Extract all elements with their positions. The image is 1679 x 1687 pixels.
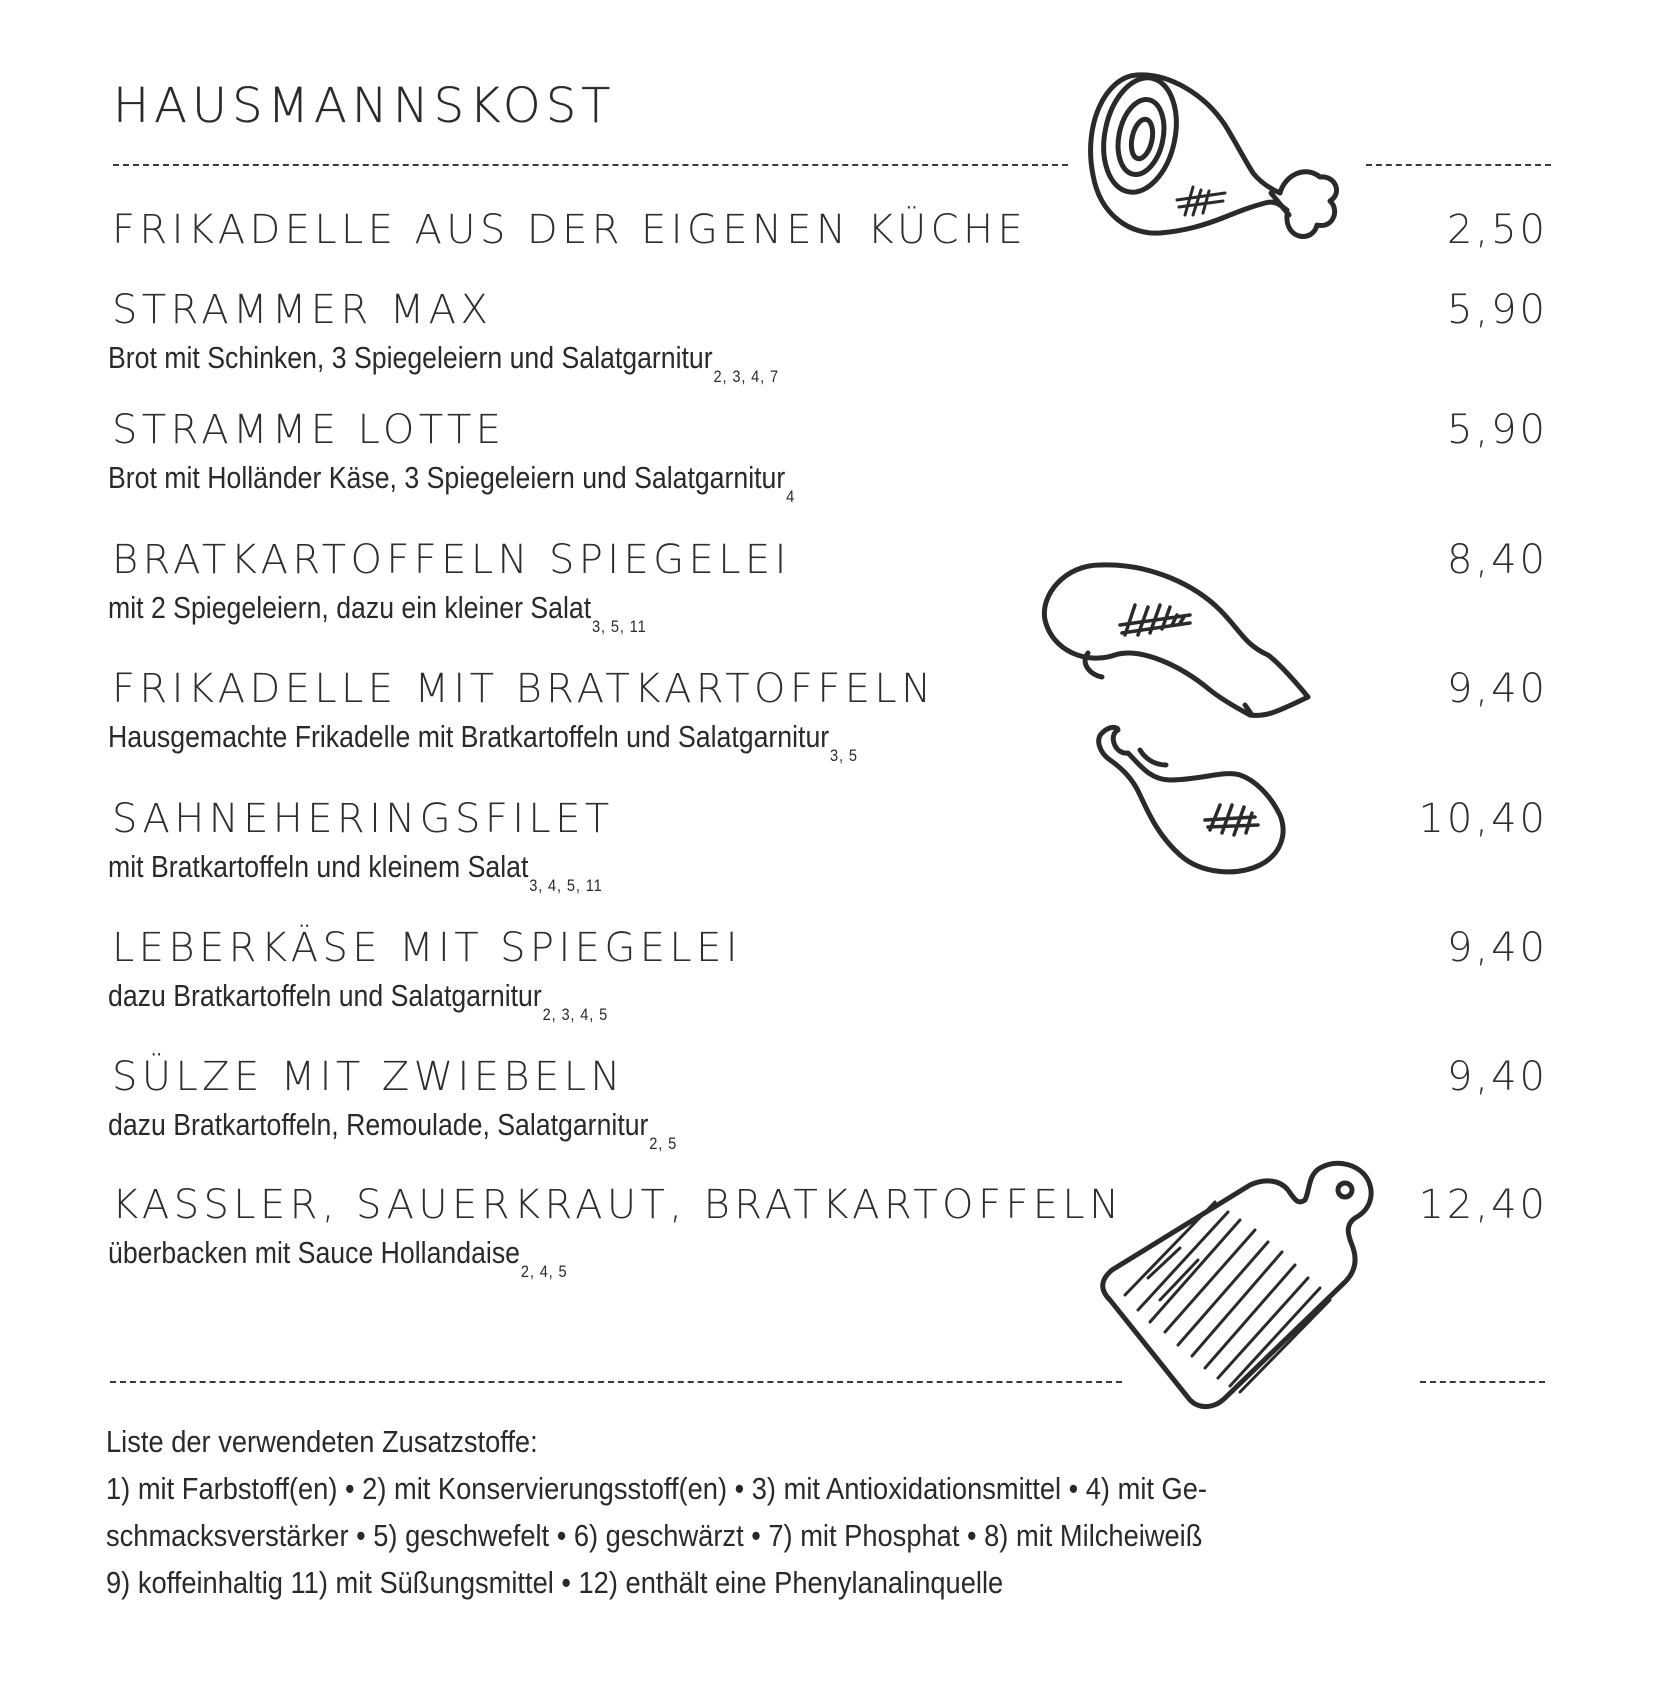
item-price: 10,40	[1418, 796, 1548, 842]
bottom-divider-right	[1420, 1381, 1545, 1383]
item-additive-notes: 2, 3, 4, 7	[713, 367, 780, 386]
item-desc-text: dazu Bratkartoffeln und Salatgarnitur	[108, 978, 542, 1013]
item-additive-notes: 3, 5, 11	[591, 617, 647, 636]
item-name: STRAMME LOTTE	[112, 407, 506, 453]
item-name: SÜLZE MIT ZWIEBELN	[112, 1054, 625, 1100]
item-description	[108, 851, 603, 894]
item-price: 12,40	[1418, 1182, 1548, 1228]
item-name: KASSLER, SAUERKRAUT, BRATKARTOFFELN	[112, 1182, 1124, 1228]
item-price: 5,90	[1446, 287, 1548, 333]
item-desc-text: Hausgemachte Frikadelle mit Bratkartoffeln und Salatgarnitur	[108, 719, 830, 754]
bottom-divider	[110, 1381, 1122, 1383]
additives-line: 1) mit Farbstoff(en) • 2) mit Konservierungsstoff(en) • 3) mit Antioxidationsmittel • 4) mit Ge-	[106, 1471, 1208, 1506]
item-description	[108, 1237, 568, 1280]
item-description	[108, 721, 858, 764]
additives-line: 9) koffeinhaltig 11) mit Süßungsmittel • 12) enthält eine Phenylanalinquelle	[106, 1565, 1004, 1600]
item-price: 2,50	[1446, 207, 1548, 253]
item-price: 9,40	[1446, 666, 1548, 712]
item-name: FRIKADELLE AUS DER EIGENEN KÜCHE	[112, 207, 1028, 253]
item-desc-text: Brot mit Schinken, 3 Spiegeleiern und Salatgarnitur	[108, 340, 713, 375]
item-name: LEBERKÄSE MIT SPIEGELEI	[112, 925, 742, 971]
item-description	[108, 1109, 677, 1152]
item-price: 5,90	[1446, 407, 1548, 453]
top-divider-right	[1366, 164, 1551, 166]
item-additive-notes: 3, 4, 5, 11	[529, 876, 603, 895]
item-description	[108, 592, 647, 635]
item-desc-text: überbacken mit Sauce Hollandaise	[108, 1235, 520, 1270]
item-additive-notes: 2, 4, 5	[520, 1262, 568, 1281]
item-additive-notes: 4	[786, 487, 796, 506]
cutting-board-icon	[1100, 1160, 1390, 1420]
item-additive-notes: 3, 5	[830, 746, 858, 765]
chicken-leg-icon	[1040, 555, 1360, 895]
additives-list	[106, 1418, 1426, 1606]
item-price: 9,40	[1446, 925, 1548, 971]
item-name: FRIKADELLE MIT BRATKARTOFFELN	[112, 666, 936, 712]
item-desc-text: dazu Bratkartoffeln, Remoulade, Salatgarnitur	[108, 1107, 649, 1142]
item-price: 8,40	[1446, 537, 1548, 583]
item-price: 9,40	[1446, 1054, 1548, 1100]
item-description	[108, 980, 608, 1023]
additives-heading: Liste der verwendeten Zusatzstoffe:	[106, 1424, 538, 1459]
item-description	[108, 462, 795, 505]
item-name: STRAMMER MAX	[112, 287, 493, 333]
item-additive-notes: 2, 3, 4, 5	[542, 1005, 609, 1024]
top-divider	[113, 164, 1068, 166]
section-title: HAUSMANNSKOST	[113, 78, 616, 134]
ham-leg-icon	[1075, 65, 1345, 245]
item-name: SAHNEHERINGSFILET	[112, 796, 614, 842]
additives-line: schmacksverstärker • 5) geschwefelt • 6) geschwärzt • 7) mit Phosphat • 8) mit Milcheiweiß	[106, 1518, 1203, 1553]
item-desc-text: mit 2 Spiegeleiern, dazu ein kleiner Salat	[108, 590, 592, 625]
item-desc-text: mit Bratkartoffeln und kleinem Salat	[108, 849, 529, 884]
item-description	[108, 342, 779, 385]
item-additive-notes: 2, 5	[649, 1134, 678, 1153]
item-desc-text: Brot mit Holländer Käse, 3 Spiegeleiern und Salatgarnitur	[108, 460, 786, 495]
item-name: BRATKARTOFFELN SPIEGELEI	[112, 537, 791, 583]
